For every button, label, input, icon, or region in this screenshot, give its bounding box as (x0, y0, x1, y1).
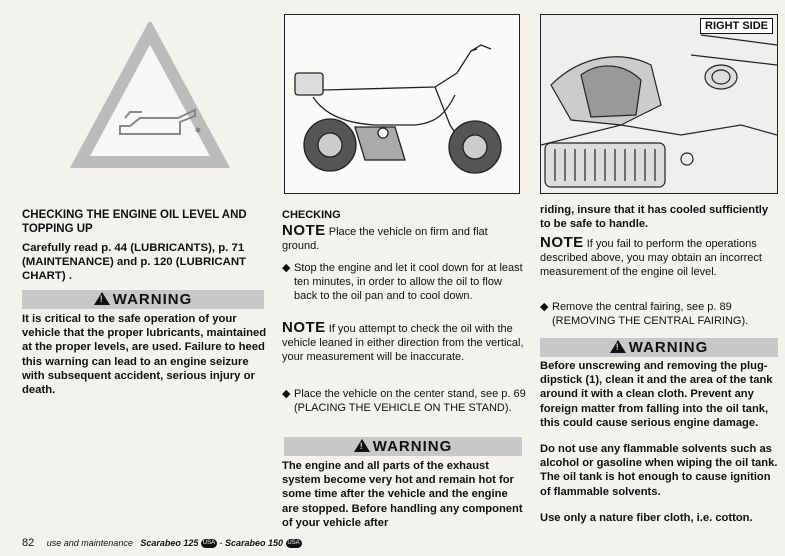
bullet-diamond-icon: ◆ (540, 301, 549, 313)
usa-badge: USA (202, 540, 216, 547)
warning-bar (284, 437, 522, 456)
warning-text-3: Use only a nature fiber cloth, i.e. cotton. (540, 512, 753, 524)
note-2-keyword: NOTE (282, 319, 326, 336)
bullet-2 (282, 387, 526, 415)
bullet-3 (540, 300, 780, 328)
usa-badge: USA (287, 540, 300, 547)
warning-text-2: Do not use any flammable solvents such as alcohol or gasoline when wiping the oil tank. The oil tank is hot enough to cause ignition of flammable solvents. (540, 443, 778, 498)
bullet-diamond-icon: ◆ (282, 262, 291, 274)
engine-figure (540, 14, 778, 194)
note-1-text: Place the vehicle on firm and flat ground. (282, 226, 488, 253)
bullet-1 (282, 261, 526, 304)
note-2 (282, 321, 524, 365)
footer-text: use and maintenance (46, 538, 133, 548)
note-1 (282, 224, 524, 253)
warning-label: WARNING (628, 339, 709, 356)
warning-label: WARNING (372, 438, 453, 455)
note-1-keyword: NOTE (282, 222, 326, 239)
warning-text-1: Before unscrewing and removing the plug-dipstick (1), clean it and the area of the tank around it with a clean cloth. Prevent any foreign matter from falling into the oil tank, this could cause serious engine damage. (540, 360, 773, 429)
note-3 (540, 236, 778, 280)
note-3-keyword: NOTE (540, 234, 584, 251)
right-side-label: RIGHT SIDE (700, 18, 773, 34)
bullet-2-text: Place the vehicle on the center stand, see p. 69 (PLACING THE VEHICLE ON THE STAND). (294, 388, 526, 415)
section-title: CHECKING THE ENGINE OIL LEVEL AND TOPPING UP (22, 209, 247, 235)
note-2-text: If you attempt to check the oil with the vehicle leaned in either direction from the vertical, your measurement will be inaccurate. (282, 323, 524, 364)
bullet-1-text: Stop the engine and let it cool down for at least ten minutes, in order to allow the oil to flow back to the oil pan and to cool down. (294, 262, 523, 303)
model-2: Scarabeo 150 (224, 538, 283, 548)
warning-triangle-icon (610, 340, 626, 353)
model-1: Scarabeo 125 (140, 538, 199, 548)
page-number: 82 (22, 537, 35, 549)
page-footer (22, 537, 302, 549)
warning-label: WARNING (112, 291, 193, 308)
warning-triangle-icon (354, 439, 370, 452)
bullet-diamond-icon: ◆ (282, 388, 291, 400)
bullet-3-text: Remove the central fairing, see p. 89 (REMOVING THE CENTRAL FAIRING). (552, 301, 749, 328)
warning-text: It is critical to the safe operation of your vehicle that the proper lubricants, maintained at the proper levels, are used. Failure to heed this warning can lead to an engine seizure with subsequent accident, serious injury or death. (22, 313, 267, 397)
warning-text: The engine and all parts of the exhaust system become very hot and remain hot for some time after the vehicle and the engine are stopped. Before handling any component of your vehicle after (282, 460, 523, 529)
oil-warning-symbol (70, 22, 230, 172)
warning-triangle-icon (94, 292, 110, 305)
warning-bar (540, 338, 778, 357)
continued-text: riding, insure that it has cooled sufficiently to be safe to handle. (540, 204, 769, 231)
scooter-figure (284, 14, 520, 194)
intro-text: Carefully read p. 44 (LUBRICANTS), p. 71 (MAINTENANCE) and p. 120 (LUBRICANT CHART) . (22, 242, 247, 283)
footer-separator: - (219, 538, 223, 548)
checking-title: CHECKING (282, 209, 341, 221)
warning-bar (22, 290, 264, 309)
note-3-text: If you fail to perform the operations described above, you may obtain an incorrect measurement of the engine oil level. (540, 238, 762, 279)
